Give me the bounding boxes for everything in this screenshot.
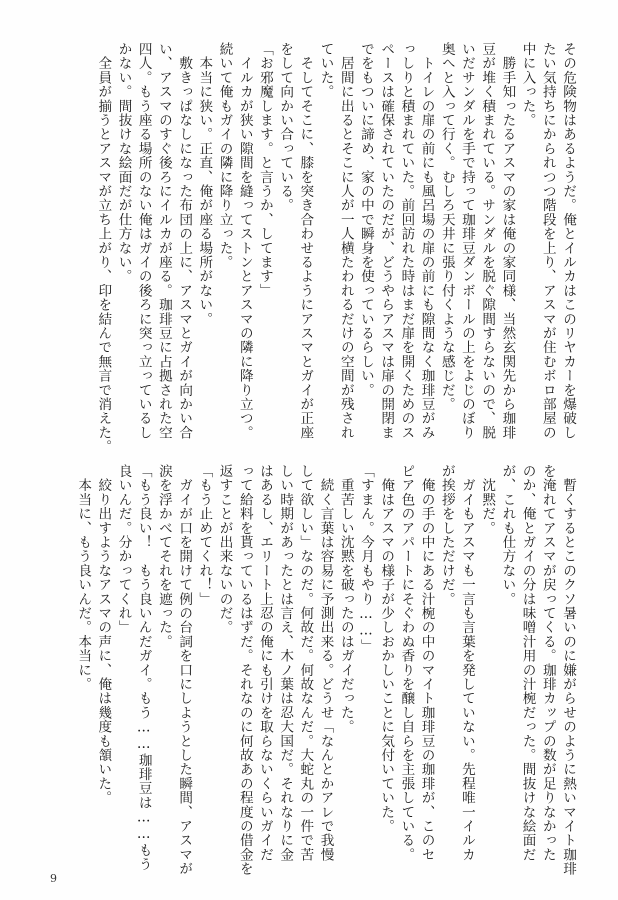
text-column: ペースは確保されていたのだが、どうやらアスマは扉の開閉ま xyxy=(378,42,395,440)
text-column: が、これも仕方ない。 xyxy=(499,464,516,606)
text-block-bottom xyxy=(73,464,578,874)
text-column: イルカが狭い隙間を縫ってストンとアスマの隣に降り立つ。 xyxy=(236,42,253,440)
text-column: 勝手知ったるアスマの家は俺の家同様、当然玄関先から珈琲 xyxy=(499,42,516,440)
text-column: ガイが口を開けて例の台詞を口にしようとした瞬間、アスマが xyxy=(176,464,193,876)
text-column: 本当に狭い。正直、俺が座る場所がない。 xyxy=(196,42,213,326)
text-column: 俺の手の中にある汁椀の中のマイト珈琲豆の珈琲が、このセ xyxy=(418,464,435,862)
text-column: 全員が揃うとアスマが立ち上がり、印を結んで無言で消えた。 xyxy=(95,42,112,454)
text-column: 涙を浮かべてそれを遮った。 xyxy=(155,464,172,649)
text-column: 続く言葉は容易に予測出来る。どうせ「なんとかアレで我慢 xyxy=(317,464,334,862)
text-column: 中に入った。 xyxy=(519,42,536,128)
text-column: っしりと積まれていた。前回訪れた時はまだ扉を開くためのス xyxy=(398,42,415,440)
text-column: いだサンダルを手で持って珈琲豆ダンボールの上をよじのぼり xyxy=(458,42,475,440)
text-column: 「もう良い！ もう良いんだガイ。もう……珈琲豆は……もう xyxy=(135,464,152,872)
text-column: 本当に、もう良いんだ。本当に。 xyxy=(75,464,92,692)
text-column: をして向かい合っている。 xyxy=(277,42,294,213)
text-column: その危険物はあるようだ。俺とイルカはこのリヤカーを爆破し xyxy=(560,42,576,440)
page-number: 9 xyxy=(50,872,57,885)
text-column: 沈黙だ。 xyxy=(479,464,496,535)
text-column: が挨拶をしただけだ。 xyxy=(438,464,455,606)
text-column: ガイもアスマも一言も言葉を発していない。先程唯一イルカ xyxy=(458,464,475,862)
text-column: 豆が堆く積まれている。サンダルを脱ぐ隙間すらないので、脱 xyxy=(479,42,496,440)
text-column: しい時期があったとは言え、木ノ葉は忍大国だ。それなりに金 xyxy=(277,464,294,862)
text-column: 「もう止めてくれ！」 xyxy=(196,464,213,606)
text-column: して欲しい」なのだ。何故だ。何故なんだ。大蛇丸の一件で苦 xyxy=(297,464,314,862)
text-column: 四人。もう座る場所のない俺はガイの後ろに突っ立っているし xyxy=(135,42,152,440)
text-column: 「すまん。今月もやり……」 xyxy=(357,464,374,654)
text-column: ピア色のアパートにそぐわぬ香りを醸し自らを主張している。 xyxy=(398,464,415,862)
text-column: 俺はアスマの様子が少しおかしいことに気付いていた。 xyxy=(378,464,395,834)
text-column: 「お邪魔します。と言うか、してます」 xyxy=(256,42,273,298)
text-column: かない。間抜けな絵面だが仕方ない。 xyxy=(115,42,132,284)
text-column: そしてそこに、膝を突き合わせるようにアスマとガイが正座 xyxy=(297,42,314,440)
text-column: 敷きっぱなしになった布団の上に、アスマとガイが向かい合 xyxy=(176,42,193,440)
text-column: トイレの扉の前にも風呂場の扉の前にも隙間なく珈琲豆がみ xyxy=(418,42,435,440)
text-column: 重苦しい沈黙を破ったのはガイだった。 xyxy=(337,464,354,734)
text-column: はあるし、エリート上忍の俺にも引けを取らないくらいガイだ xyxy=(256,464,273,862)
text-column: 絞り出すようなアスマの声に、俺は幾度も頷いた。 xyxy=(95,464,112,805)
text-column: 続いて俺もガイの隣に降り立った。 xyxy=(216,42,233,270)
text-column: ていた。 xyxy=(317,42,334,99)
text-column: 居間に出るとそこに人が一人横たわれるだけの空間が残され xyxy=(337,42,354,440)
text-column: 良いんだ。分かってくれ」 xyxy=(115,464,132,635)
text-column: 暫くするとこのクソ暑いのに嫌がらせのように熱いマイト珈琲 xyxy=(560,464,576,876)
text-column: を淹れてアスマが戻ってくる。珈琲カップの数が足りなかった xyxy=(539,464,556,862)
text-column: い、アスマのすぐ後ろにイルカが座る。珈琲豆に占拠された空 xyxy=(155,42,172,440)
text-column: って給料を貰っているはずだ。それなのに何故あの程度の借金を xyxy=(236,464,253,876)
text-column: 奥へと入って行く。むしろ天井に張り付くような感じだ。 xyxy=(438,42,455,412)
text-column: 返すことが出来ないのだ。 xyxy=(216,464,233,635)
text-block-top xyxy=(93,42,578,462)
text-column: たい気持ちにかられつつ階段を上り、アスマが住むボロ部屋の xyxy=(539,42,556,440)
text-column: でをもついに諦め、家の中で瞬身を使っているらしい。 xyxy=(357,42,374,397)
text-column: のか、俺とガイの分は味噌汁用の汁椀だった。間抜けな絵面だ xyxy=(519,464,536,862)
